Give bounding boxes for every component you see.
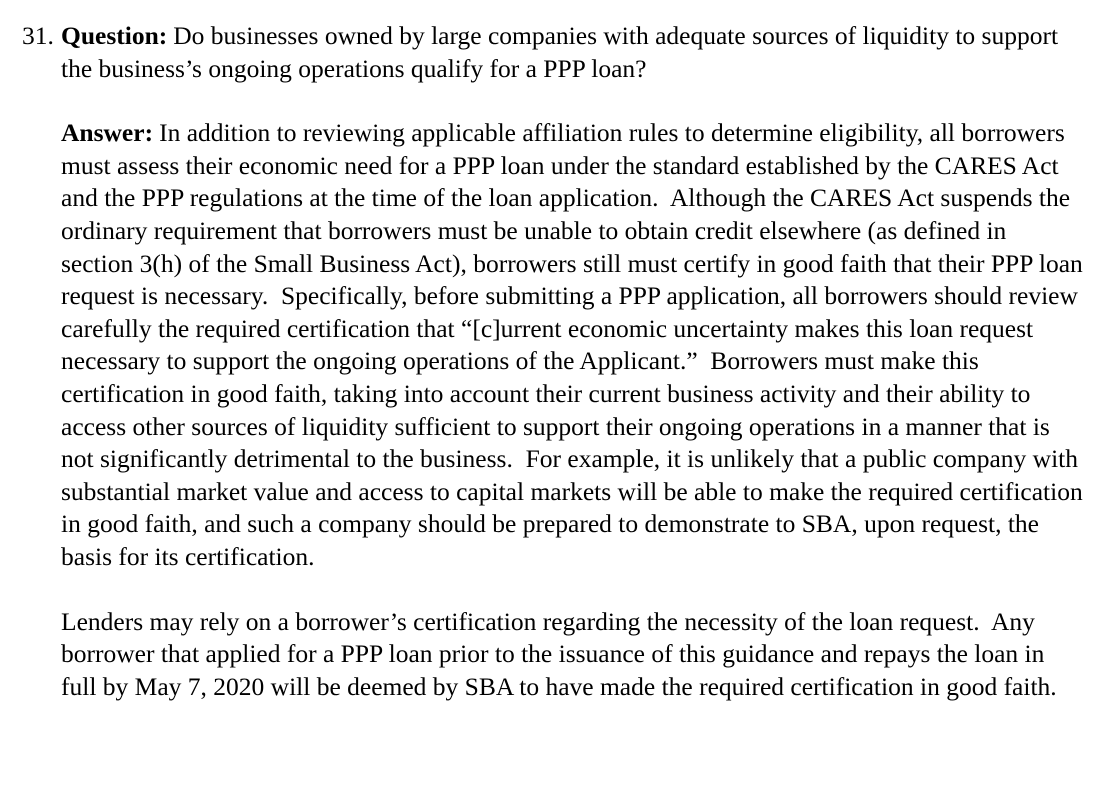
answer-paragraph-1-text: In addition to reviewing applicable affiliation rules to determine eligibility, all borrowers must assess their economic need for a PPP loan under the standard established by the CARES Act and the PPP regulations at the time of the loan application. Although the CARES Act suspends the ordinary requirement that borrowers must be unable to obtain credit elsewhere (as defined in section 3(h) of the Small Business Act), borrowers still must certify in good faith that their PPP loan request is necessary. Specifically, before submitting a PPP application, all borrowers should review carefully the required certification that “[c]urrent economic uncertainty makes this loan request necessary to support the ongoing operations of the Applicant.” Borrowers must make this certification in good faith, taking into account their current business activity and their ability to access other sources of liquidity sufficient to support their ongoing operations in a manner that is not significantly detrimental to the business. For example, it is unlikely that a public company with substantial market value and access to capital markets will be able to make the required certification in good faith, and such a company should be prepared to demonstrate to SBA, upon request, the basis for its certification.	[61, 118, 1090, 571]
answer-block	[61, 117, 1090, 703]
question-text: Do businesses owned by large companies with adequate sources of liquidity to support the business’s ongoing operations qualify for a PPP loan?	[61, 21, 1059, 83]
question-content	[61, 20, 1084, 85]
question-number: 31.	[22, 21, 54, 50]
question-row	[22, 20, 1084, 85]
answer-paragraph-2-text: Lenders may rely on a borrower’s certification regarding the necessity of the loan request. Any borrower that applied for a PPP loan prior to the issuance of this guidance and repays the loan in full by May 7, 2020 will be deemed by SBA to have made the required certification in good faith.	[61, 606, 1057, 701]
answer-label: Answer:	[61, 118, 154, 148]
answer-paragraph-2	[61, 606, 1084, 704]
faq-item	[22, 20, 1090, 703]
question-label: Question:	[61, 21, 168, 50]
answer-paragraph-1	[61, 117, 1090, 573]
